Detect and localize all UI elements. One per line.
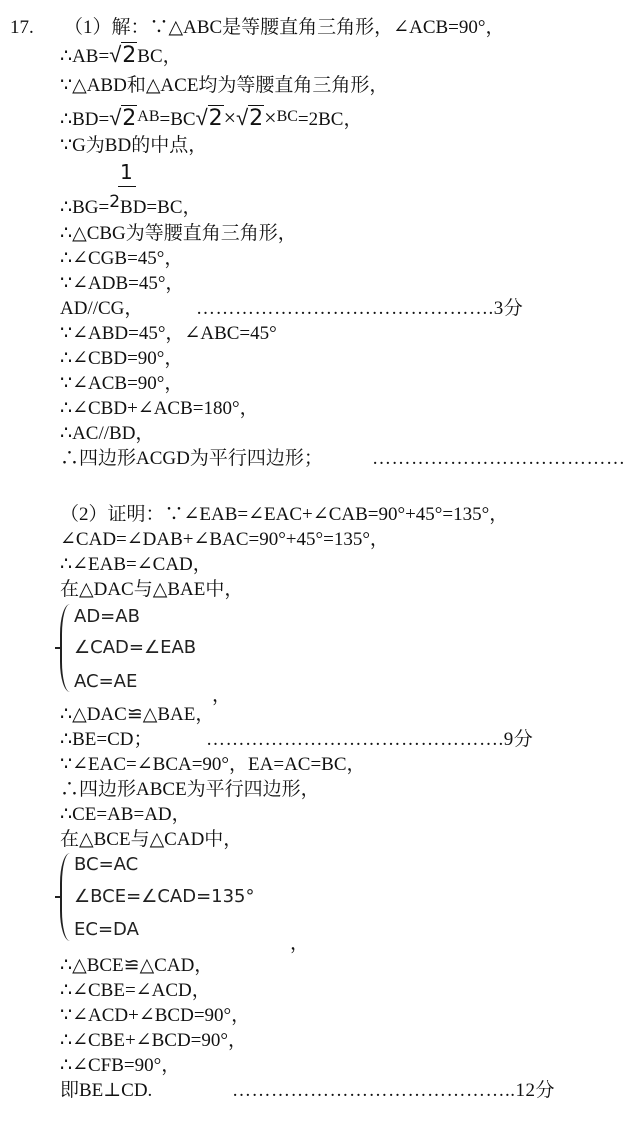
part2-line-15: ∴∠CFB=90°， bbox=[60, 1055, 181, 1076]
sqrt-symbol: √ bbox=[109, 43, 122, 68]
part2-line-3: ∴∠EAB=∠CAD， bbox=[60, 554, 212, 575]
brace-tip bbox=[55, 896, 61, 898]
text-eq-bc: =BC bbox=[159, 109, 196, 130]
part1-line-4 bbox=[60, 106, 362, 130]
fraction-denominator: 2 bbox=[109, 192, 121, 212]
system2-eq1: BC=AC bbox=[74, 854, 139, 875]
part1-line-6 bbox=[60, 192, 202, 220]
text-bc: BC， bbox=[137, 46, 182, 67]
part2-line-4: 在△DAC与△BAE中， bbox=[60, 579, 244, 600]
left-brace bbox=[60, 604, 70, 692]
part2-line-11: ∴△BCE≌△CAD， bbox=[60, 955, 214, 976]
part1-line-16: ∴四边形ACGD为平行四边形； bbox=[60, 448, 323, 469]
part2-line-12: ∴∠CBE=∠ACD， bbox=[60, 980, 211, 1001]
text-bd: ∴BD= bbox=[60, 109, 110, 130]
score-marker-9: ……………………………………….9分 bbox=[206, 729, 534, 750]
text-bd-bc: BD=BC， bbox=[120, 197, 202, 218]
system2-comma: ， bbox=[290, 933, 310, 954]
part2-line-2: ∠CAD=∠DAB+∠BAC=90°+45°=135°， bbox=[60, 529, 389, 550]
part1-line-5: ∵G为BD的中点， bbox=[60, 135, 208, 156]
times-symbol: × bbox=[264, 105, 277, 130]
part1-line-13: ∵∠ACB=90°， bbox=[60, 373, 184, 394]
part2-line-5: ∴△DAC≌△BAE， bbox=[60, 704, 215, 725]
score-marker-end1: ………………………………… bbox=[372, 448, 626, 469]
part1-line-1: （1）解：∵△ABC是等腰直角三角形，∠ACB=90°， bbox=[64, 17, 505, 38]
part2-line-16: 即BE⊥CD. bbox=[60, 1080, 153, 1101]
part1-line-7: ∴△CBG为等腰直角三角形， bbox=[60, 223, 297, 244]
part2-line-1: （2）证明：∵∠EAB=∠EAC+∠CAB=90°+45°=135°， bbox=[60, 504, 509, 525]
system2-eq2: ∠BCE=∠CAD=135° bbox=[74, 886, 255, 907]
part1-line-2 bbox=[60, 44, 182, 68]
system1-eq1: AD=AB bbox=[74, 606, 140, 627]
sqrt-symbol: √ bbox=[195, 106, 208, 131]
part1-line-15: ∴AC//BD， bbox=[60, 423, 155, 444]
part1-line-3: ∵△ABD和△ACE均为等腰直角三角形， bbox=[60, 75, 389, 96]
brace-tip bbox=[55, 647, 61, 649]
sqrt-radicand: 2 bbox=[208, 106, 223, 131]
part2-line-8: ∴四边形ABCE为平行四边形， bbox=[60, 779, 320, 800]
part1-line-12: ∴∠CBD=90°， bbox=[60, 348, 184, 369]
part2-line-9: ∴CE=AB=AD， bbox=[60, 804, 191, 825]
part1-line-11: ∵∠ABD=45°，∠ABC=45° bbox=[60, 323, 277, 344]
part2-line-14: ∴∠CBE+∠BCD=90°， bbox=[60, 1030, 247, 1051]
fraction-bar bbox=[118, 186, 136, 187]
part1-line-9: ∵∠ADB=45°， bbox=[60, 273, 185, 294]
part1-line-8: ∴∠CGB=45°， bbox=[60, 248, 184, 269]
left-brace bbox=[60, 853, 70, 941]
sqrt-radicand: 2 bbox=[122, 43, 137, 68]
text-ab-small: AB bbox=[137, 108, 160, 125]
part1-line-10 bbox=[60, 297, 143, 321]
text-ad-cg: AD//CG， bbox=[60, 298, 144, 319]
part2-line-6: ∴BE=CD； bbox=[60, 729, 153, 750]
part2-line-7: ∵∠EAC=∠BCA=90°，EA=AC=BC， bbox=[60, 754, 366, 775]
sqrt-symbol: √ bbox=[236, 106, 249, 131]
sqrt-radicand: 2 bbox=[122, 106, 137, 131]
system1-eq3: AC=AE bbox=[74, 671, 138, 692]
part1-line-14: ∴∠CBD+∠ACB=180°， bbox=[60, 398, 259, 419]
system2-eq3: EC=DA bbox=[74, 919, 139, 940]
text-bg: ∴BG= bbox=[60, 197, 110, 218]
system1-eq2: ∠CAD=∠EAB bbox=[74, 637, 197, 658]
system1-comma: ， bbox=[212, 685, 232, 706]
sqrt-radicand: 2 bbox=[249, 106, 264, 131]
part2-line-13: ∵∠ACD+∠BCD=90°， bbox=[60, 1005, 251, 1026]
fraction-numerator: 1 bbox=[120, 160, 133, 184]
part2-line-10: 在△BCE与△CAD中， bbox=[60, 829, 243, 850]
score-marker-3: ……………………………………….3分 bbox=[196, 298, 524, 319]
problem-number: 17. bbox=[10, 17, 34, 38]
text-bc-small: BC bbox=[276, 108, 298, 125]
times-symbol: × bbox=[223, 105, 237, 130]
text-2bc: =2BC， bbox=[297, 109, 363, 130]
score-marker-12: ……………………………………..12分 bbox=[232, 1080, 556, 1101]
text-ab: ∴AB= bbox=[60, 46, 110, 67]
sqrt-symbol: √ bbox=[109, 106, 122, 131]
